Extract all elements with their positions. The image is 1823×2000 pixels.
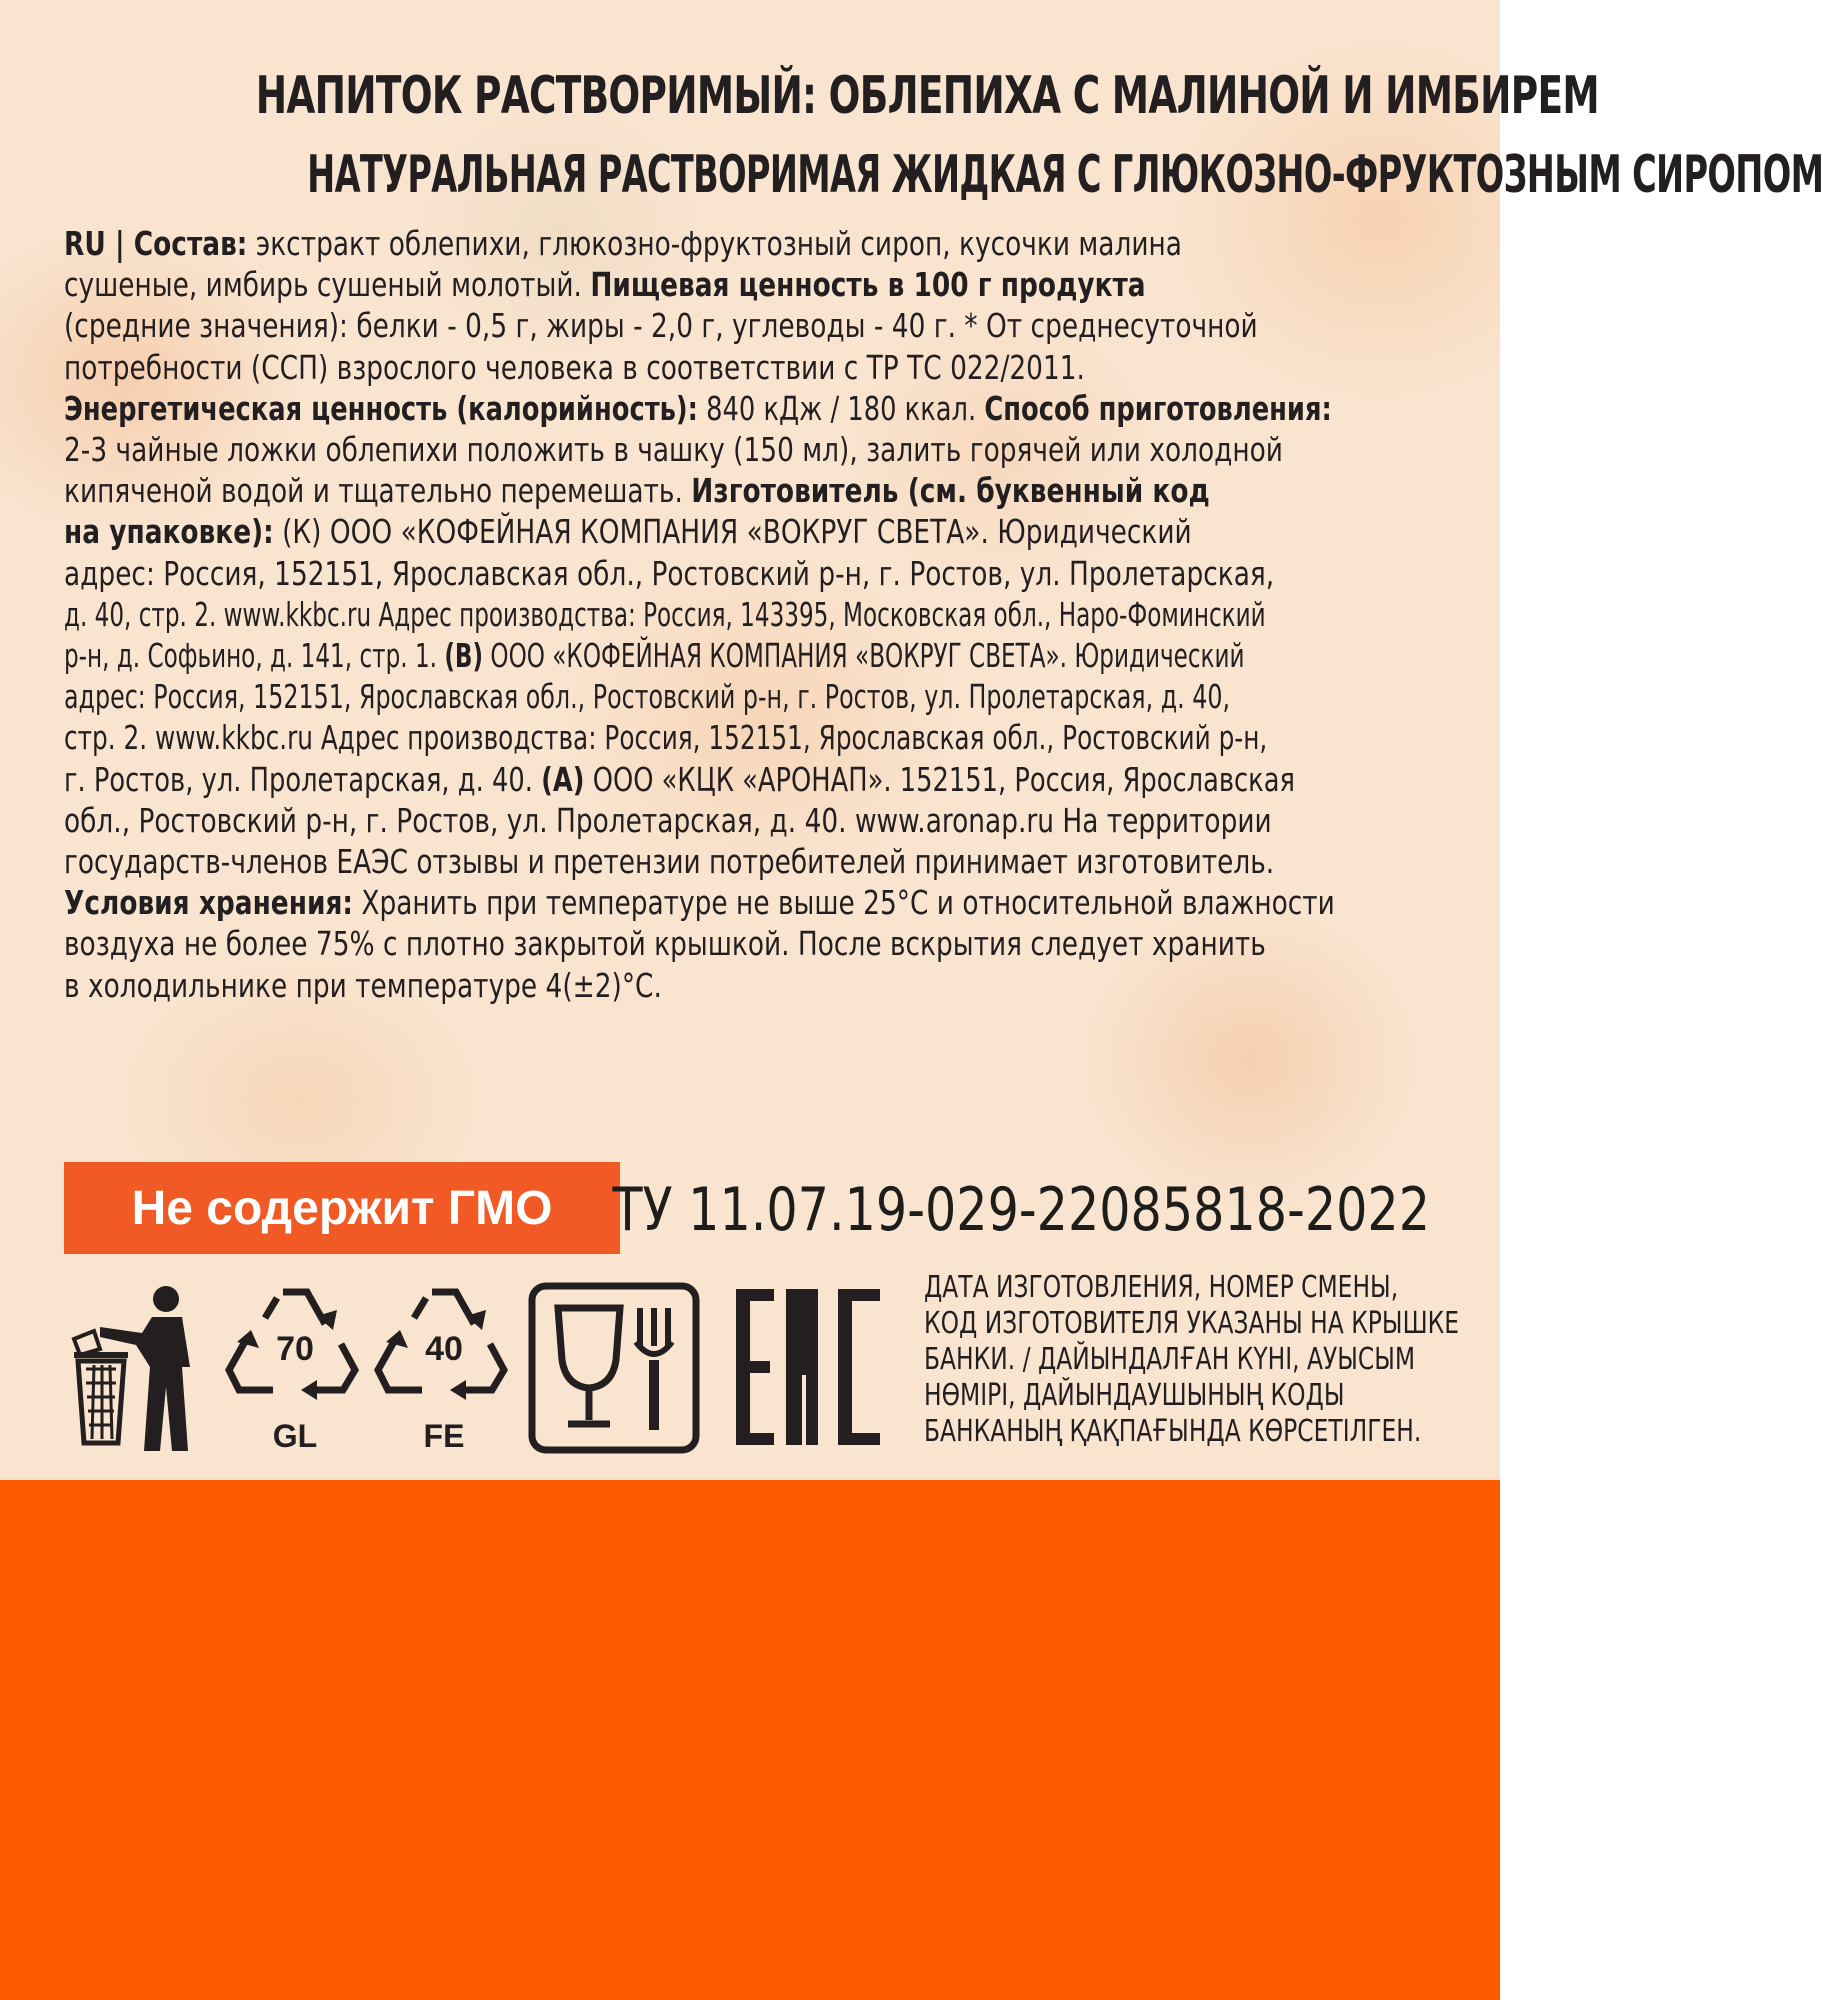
body-line bbox=[64, 883, 1335, 923]
food-contact-icon bbox=[528, 1282, 700, 1454]
body-bold-segment: Способ приготовления: bbox=[984, 388, 1332, 428]
body-line bbox=[64, 306, 1258, 346]
orange-band bbox=[0, 1480, 1500, 2000]
body-line bbox=[64, 924, 1266, 964]
body-line bbox=[64, 760, 1295, 800]
body-segment: адрес: Россия, 152151, Ярославская обл., Ростовский р-н, г. Ростов, ул. Пролетарская, д. 40, bbox=[64, 677, 1231, 717]
body-line bbox=[64, 636, 1245, 676]
recycle-material-steel: FE bbox=[423, 1418, 465, 1454]
date-note-line: БАНКАНЫҢ ҚАҚПАҒЫНДА КӨРСЕТІЛГЕН. bbox=[924, 1414, 1422, 1449]
body-line bbox=[64, 430, 1283, 470]
body-segment: ООО «КОФЕЙНАЯ КОМПАНИЯ «ВОКРУГ СВЕТА». Юридический bbox=[483, 636, 1245, 675]
date-note-line: НӨМІРІ, ДАЙЫНДАУШЫНЫҢ КОДЫ bbox=[924, 1378, 1345, 1413]
body-bold-segment: RU | bbox=[64, 224, 134, 263]
body-segment: воздуха не более 75% с плотно закрытой крышкой. После вскрытия следует хранить bbox=[64, 924, 1266, 964]
eac-mark-icon bbox=[730, 1285, 890, 1449]
body-segment: ООО «КЦК «АРОНАП». 152151, Россия, Ярославская bbox=[584, 759, 1295, 799]
production-date-note bbox=[924, 1270, 1459, 1450]
recycle-number-steel: 40 bbox=[425, 1330, 463, 1368]
body-segment: сушеные, имбирь сушеный молотый. bbox=[64, 265, 591, 305]
gmo-free-badge: Не содержит ГМО bbox=[64, 1162, 620, 1254]
body-line bbox=[64, 801, 1272, 841]
body-segment: кипяченой водой и тщательно перемешать. bbox=[64, 471, 692, 511]
recycle-number-glass: 70 bbox=[276, 1330, 314, 1368]
body-line bbox=[64, 348, 1085, 388]
body-segment: государств-членов ЕАЭС отзывы и претензии потребителей принимает изготовитель. bbox=[64, 842, 1275, 881]
body-segment: Хранить при температуре не выше 25°С и относительной влажности bbox=[352, 883, 1335, 923]
body-line bbox=[64, 842, 1274, 882]
body-bold-segment: Пищевая ценность в 100 г продукта bbox=[590, 265, 1146, 305]
body-segment: потребности (ССП) взрослого человека в соответствии с ТР ТС 022/2011. bbox=[64, 347, 1085, 387]
body-line bbox=[64, 224, 1182, 264]
body-segment: стр. 2. www.kkbc.ru Адрес производства: Россия, 152151, Ярославская обл., Ростовский р-н, bbox=[64, 718, 1268, 758]
tidyman-icon bbox=[64, 1283, 214, 1453]
date-note-line: КОД ИЗГОТОВИТЕЛЯ УКАЗАНЫ НА КРЫШКЕ bbox=[924, 1306, 1459, 1341]
body-bold-segment: Энергетическая ценность (калорийность): bbox=[64, 388, 698, 428]
body-bold-segment: (В) bbox=[444, 636, 484, 675]
body-segment: адрес: Россия, 152151, Ярославская обл., Ростовский р-н, г. Ростов, ул. Пролетарская, bbox=[64, 553, 1275, 593]
body-segment: 840 кДж / 180 ккал. bbox=[697, 388, 985, 428]
body-line bbox=[64, 554, 1274, 594]
body-line bbox=[64, 265, 1146, 305]
body-bold-segment: Условия хранения: bbox=[64, 883, 353, 923]
product-subtitle: НАТУРАЛЬНАЯ РАСТВОРИМАЯ ЖИДКАЯ С ГЛЮКОЗНО-ФРУКТОЗНЫМ СИРОПОМ bbox=[307, 145, 1823, 205]
date-note-line: ДАТА ИЗГОТОВЛЕНИЯ, НОМЕР СМЕНЫ, bbox=[924, 1270, 1399, 1305]
body-bold-segment: Изготовитель (см. буквенный код bbox=[691, 471, 1210, 511]
body-segment: (К) ООО «КОФЕЙНАЯ КОМПАНИЯ «ВОКРУГ СВЕТА». Юридический bbox=[273, 512, 1192, 552]
tu-code: ТУ 11.07.19-029-22085818-2022 bbox=[612, 1175, 1430, 1245]
body-segment: (средние значения): белки - 0,5 г, жиры - 2,0 г, углеводы - 40 г. * От среднесуточной bbox=[64, 306, 1258, 346]
body-bold-segment: Состав: bbox=[133, 224, 248, 263]
body-segment: 2-3 чайные ложки облепихи положить в чашку (150 мл), залить горячей или холодной bbox=[64, 430, 1283, 469]
body-segment: экстракт облепихи, глюкозно-фруктозный сироп, кусочки малина bbox=[247, 224, 1182, 263]
body-line bbox=[64, 595, 1266, 635]
body-line bbox=[64, 471, 1210, 511]
body-line bbox=[64, 677, 1230, 717]
body-segment: д. 40, стр. 2. www.kkbc.ru Адрес производства: Россия, 143395, Московская обл., Наро-Фоминский bbox=[64, 594, 1266, 634]
body-segment: обл., Ростовский р-н, г. Ростов, ул. Пролетарская, д. 40. www.aronap.ru На территории bbox=[64, 800, 1272, 840]
body-line bbox=[64, 966, 662, 1006]
date-note-line: БАНКИ. / ДАЙЫНДАЛҒАН КҮНІ, АУЫСЫМ bbox=[924, 1342, 1416, 1377]
body-segment: в холодильнике при температуре 4(±2)°С. bbox=[64, 965, 662, 1005]
body-line bbox=[64, 512, 1192, 552]
body-segment: г. Ростов, ул. Пролетарская, д. 40. bbox=[64, 759, 542, 799]
label-body-text bbox=[64, 224, 1434, 1144]
recycle-material-glass: GL bbox=[272, 1418, 318, 1454]
body-segment: р-н, д. Софьино, д. 141, стр. 1. bbox=[64, 636, 445, 675]
product-title: НАПИТОК РАСТВОРИМЫЙ: ОБЛЕПИХА С МАЛИНОЙ И ИМБИРЕМ bbox=[255, 66, 1599, 126]
body-line bbox=[64, 389, 1332, 429]
body-bold-segment: на упаковке): bbox=[64, 512, 274, 552]
body-line bbox=[64, 718, 1267, 758]
body-bold-segment: (А) bbox=[541, 759, 585, 799]
